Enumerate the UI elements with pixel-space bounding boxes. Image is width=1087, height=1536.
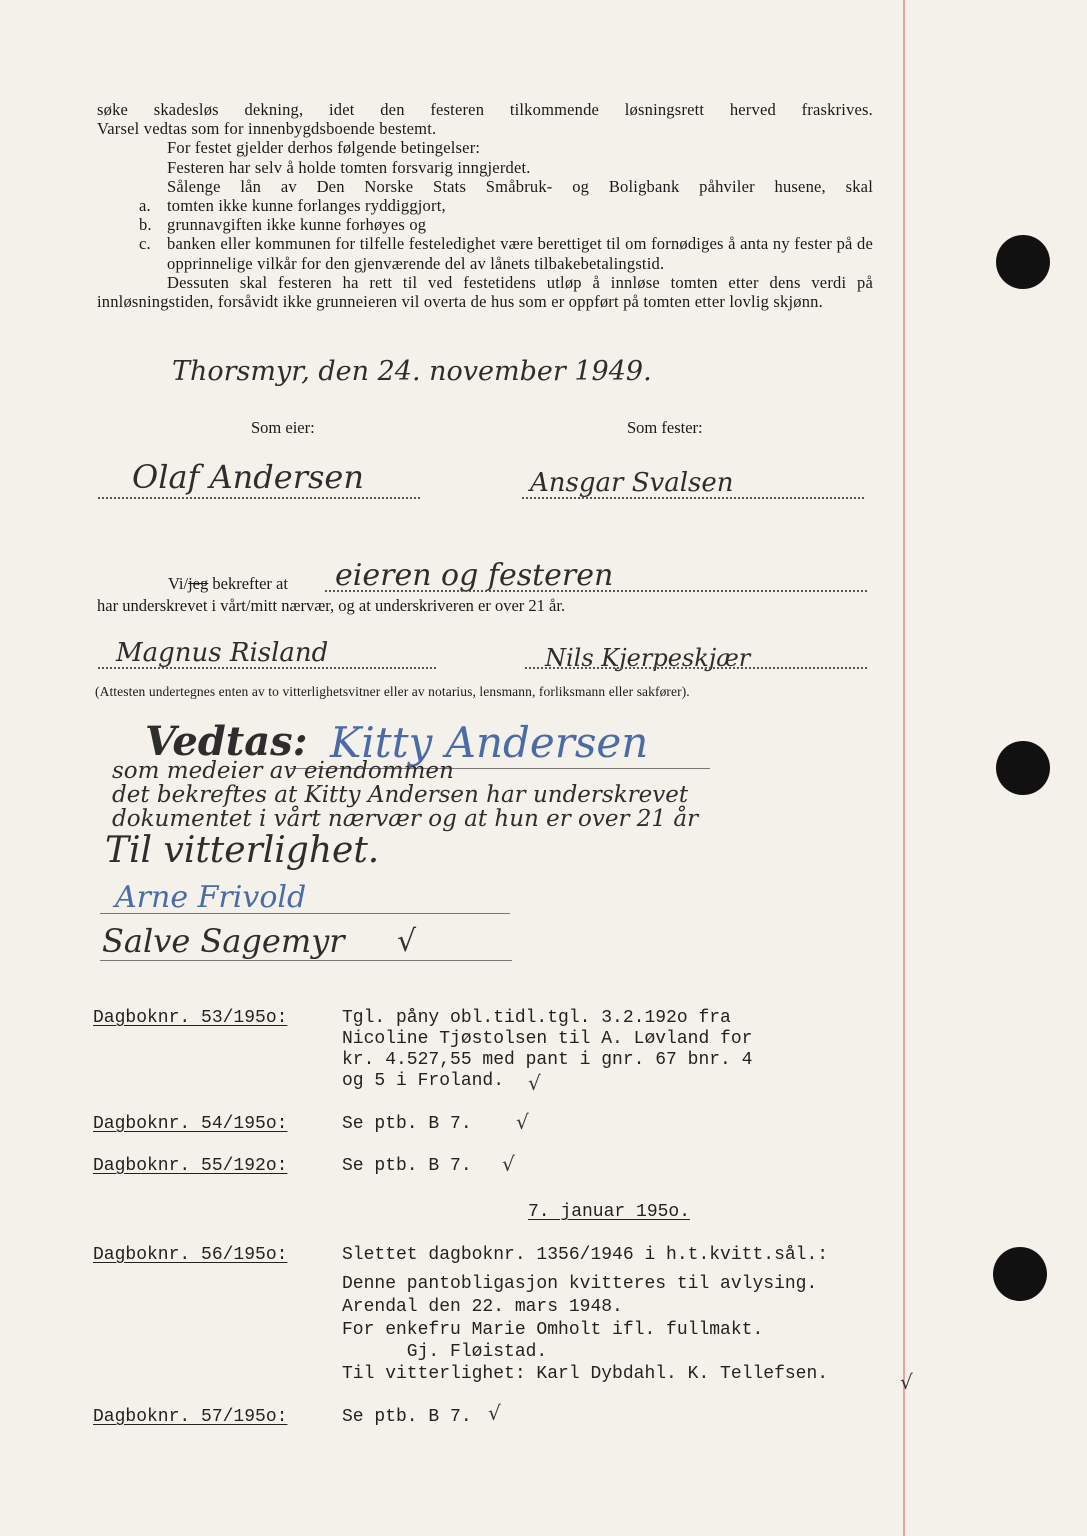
list-text: banken eller kommunen for tilfelle festeledighet være berettiget til om fornødiges å anta ny fester på de opprinnelige vilkår for den gjenværende del av lånets tilbakebetalingstid. xyxy=(167,234,873,273)
lessee-label: Som fester: xyxy=(627,418,703,437)
addendum-line: det bekreftes at Kitty Andersen har underskrevet xyxy=(112,782,689,808)
confirm-line xyxy=(325,590,867,592)
entry-line: For enkefru Marie Omholt ifl. fullmakt. xyxy=(342,1320,764,1340)
owner-label: Som eier: xyxy=(251,418,315,437)
confirm-prefix: Vi/ xyxy=(168,574,189,593)
punch-hole xyxy=(996,741,1050,795)
check-mark: √ xyxy=(900,1370,913,1394)
addendum-line: dokumentet i vårt nærvær og at hun er over 21 år xyxy=(112,806,699,832)
witness-signature: Magnus Risland xyxy=(116,638,329,668)
entry-line: og 5 i Froland. xyxy=(342,1071,505,1091)
confirm-text xyxy=(168,574,288,594)
contract-line: For festet gjelder derhos følgende betingelser: xyxy=(167,138,481,158)
confirm-handwritten: eieren og festeren xyxy=(335,558,614,593)
punch-hole xyxy=(993,1247,1047,1301)
contract-line: søke skadesløs dekning, idet den festeren tilkommende løsningsrett herved fraskrives. xyxy=(97,100,873,119)
entry-line: Se ptb. B 7. xyxy=(342,1114,472,1134)
addendum-rule xyxy=(100,960,512,961)
check-mark: √ xyxy=(397,924,417,959)
owner-signature: Olaf Andersen xyxy=(132,458,364,496)
entry-number: Dagboknr. 57/195o: xyxy=(93,1407,288,1427)
lessee-signature: Ansgar Svalsen xyxy=(530,468,734,498)
check-mark: √ xyxy=(488,1401,501,1425)
check-mark: √ xyxy=(528,1071,541,1095)
signature-line xyxy=(98,497,420,499)
confirm-after: bekrefter at xyxy=(208,574,288,593)
confirm-struck: jeg xyxy=(188,574,209,593)
check-mark: √ xyxy=(516,1110,529,1134)
date-heading: 7. januar 195o. xyxy=(528,1202,691,1222)
punch-hole xyxy=(996,235,1050,289)
list-label: c. xyxy=(139,234,151,254)
contract-line: Varsel vedtas som for innenbygdsboende bestemt. xyxy=(97,119,437,139)
confirm-line2: har underskrevet i vårt/mitt nærvær, og at underskriveren er over 21 år. xyxy=(97,596,566,615)
contract-line: Sålenge lån av Den Norske Stats Småbruk- og Boligbank påhviler husene, skal xyxy=(167,176,873,196)
check-mark: √ xyxy=(502,1152,515,1176)
witness-line xyxy=(525,667,867,669)
addendum-signer: Kitty Andersen xyxy=(330,718,649,767)
contract-text xyxy=(97,100,873,311)
addendum-vedtas: Vedtas: xyxy=(145,718,308,765)
entry-number: Dagboknr. 53/195o: xyxy=(93,1008,288,1028)
signature-line xyxy=(522,497,864,499)
attest-note: (Attesten undertegnes enten av to vitterlighetsvitner eller av notarius, lensmann, forliksmann eller sakfører). xyxy=(95,684,690,699)
list-label: b. xyxy=(139,215,152,235)
entry-line: Gj. Fløistad. xyxy=(342,1342,548,1362)
list-item xyxy=(97,215,873,234)
contract-closing: Dessuten skal festeren ha rett til ved festetidens utløp å innløse tomten etter dens verdi på innløsningstiden, forsåvidt ikke grunneieren vil overta de hus som er oppført på tomten etter lovlig skjønn. xyxy=(97,272,873,312)
list-item xyxy=(97,234,873,272)
entry-line: Denne pantobligasjon kvitteres til avlysing. xyxy=(342,1274,818,1294)
contract-line: Festeren har selv å holde tomten forsvarig inngjerdet. xyxy=(167,157,531,177)
entry-line: Til vitterlighet: Karl Dybdahl. K. Tellefsen. xyxy=(342,1364,829,1384)
entry-line: kr. 4.527,55 med pant i gnr. 67 bnr. 4 xyxy=(342,1050,753,1070)
entry-line: Se ptb. B 7. xyxy=(342,1156,472,1176)
addendum-signature: Arne Frivold xyxy=(115,880,307,915)
addendum-witness-label: Til vitterlighet. xyxy=(105,830,380,871)
entry-line: Slettet dagboknr. 1356/1946 i h.t.kvitt.sål.: xyxy=(342,1245,829,1265)
entry-line: Tgl. påny obl.tidl.tgl. 3.2.192o fra xyxy=(342,1008,731,1028)
place-date: Thorsmyr, den 24. november 1949. xyxy=(172,356,652,387)
entry-line: Nicoline Tjøstolsen til A. Løvland for xyxy=(342,1029,753,1049)
witness-line xyxy=(98,667,436,669)
addendum-signature: Salve Sagemyr xyxy=(102,922,345,960)
list-label: a. xyxy=(139,196,151,216)
addendum-line: som medeier av eiendommen xyxy=(112,758,454,784)
list-text: grunnavgiften ikke kunne forhøyes og xyxy=(167,215,427,235)
entry-number: Dagboknr. 55/192o: xyxy=(93,1156,288,1176)
addendum-rule xyxy=(100,913,510,914)
list-item xyxy=(97,196,873,215)
entry-number: Dagboknr. 56/195o: xyxy=(93,1245,288,1265)
entry-line: Se ptb. B 7. xyxy=(342,1407,472,1427)
entry-line: Arendal den 22. mars 1948. xyxy=(342,1297,623,1317)
list-text: tomten ikke kunne forlanges ryddiggjort, xyxy=(167,196,446,216)
margin-line xyxy=(903,0,905,1536)
witness-signature: Nils Kjerpeskjær xyxy=(545,644,751,672)
entry-number: Dagboknr. 54/195o: xyxy=(93,1114,288,1134)
